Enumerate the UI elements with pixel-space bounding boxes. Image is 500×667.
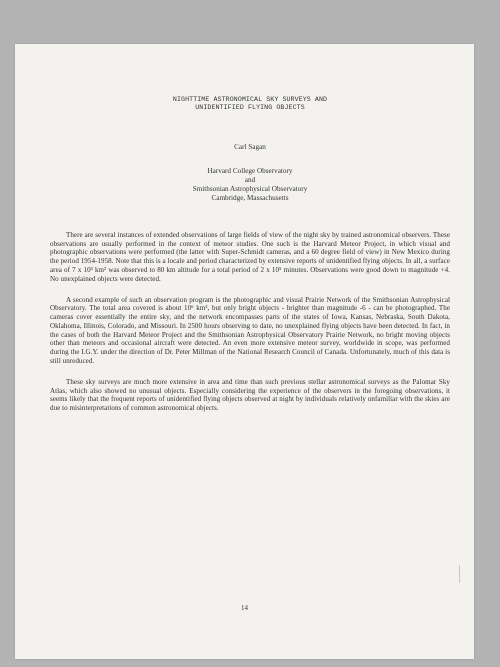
- affiliation-block: [50, 167, 450, 203]
- page-number: 14: [241, 604, 248, 612]
- document-title-line: NIGHTTIME ASTRONOMICAL SKY SURVEYS AND: [172, 96, 328, 103]
- body-paragraph: These sky surveys are much more extensive in area and time than such previous stellar astronomical surveys as the Palomar Sky Atlas, which also showed no unusual objects. Especially considering the experience of the observers in the foregoing observations, it seems likely that the frequent reports of unidentified flying objects observed at night by individuals relatively unfamiliar with the skies are due to misinterpretations of common astronomical objects.: [50, 377, 450, 412]
- body-paragraph: A second example of such an observation program is the photographic and visual Prairie Network of the Smithsonian Astrophysical Observatory. The total area covered is about 10⁶ km², but only bright objects - brighter than magnitude -6 - can be photographed. The cameras cover essentially the entire sky, and the network encompasses parts of the states of Iowa, Kansas, Nebraska, South Dakota, Oklahoma, Illinois, Colorado, and Missouri. In 2500 hours observing to date, no unexplained flying objects have been detected. In fact, in the cases of both the Harvard Meteor Project and the Smithsonian Astrophysical Observatory Prairie Network, no bright moving objects other than meteors and occasional aircraft were detected. An even more extensive meteor survey, worldwide in scope, was performed during the I.G.Y. under the direction of Dr. Peter Millman of the National Research Council of Canada. Unfortunately, much of this data is still unreduced.: [50, 295, 450, 365]
- author-name: Carl Sagan: [234, 143, 266, 151]
- body-paragraph: There are several instances of extended observations of large fields of view of the night sky by trained astronomical observers. These observations are usually performed in the context of meteor studies. One such is the Harvard Meteor Project, in which visual and photographic observations were performed (the latter with Super-Schmidt cameras, and a 60 degree field of view) in New Mexico during the period 1954-1958. Note that this is a locale and period characterized by extensive reports of unidentified flying objects. In all, a surface area of 7 x 10³ km² was observed to 80 km altitude for a total period of 2 x 10⁵ minutes. Observations were good down to magnitude +4. No unexplained objects were detected.: [50, 231, 450, 283]
- scan-mark: [459, 565, 460, 583]
- document-title: [50, 96, 450, 112]
- document-page: [15, 44, 474, 659]
- affiliation-line: Cambridge, Massachusetts: [211, 194, 289, 202]
- affiliation-line: and: [244, 176, 256, 184]
- document-title-line: UNIDENTIFIED FLYING OBJECTS: [195, 104, 305, 111]
- document-content: [50, 96, 450, 425]
- affiliation-line: Smithsonian Astrophysical Observatory: [192, 185, 308, 193]
- affiliation-line: Harvard College Observatory: [207, 167, 293, 175]
